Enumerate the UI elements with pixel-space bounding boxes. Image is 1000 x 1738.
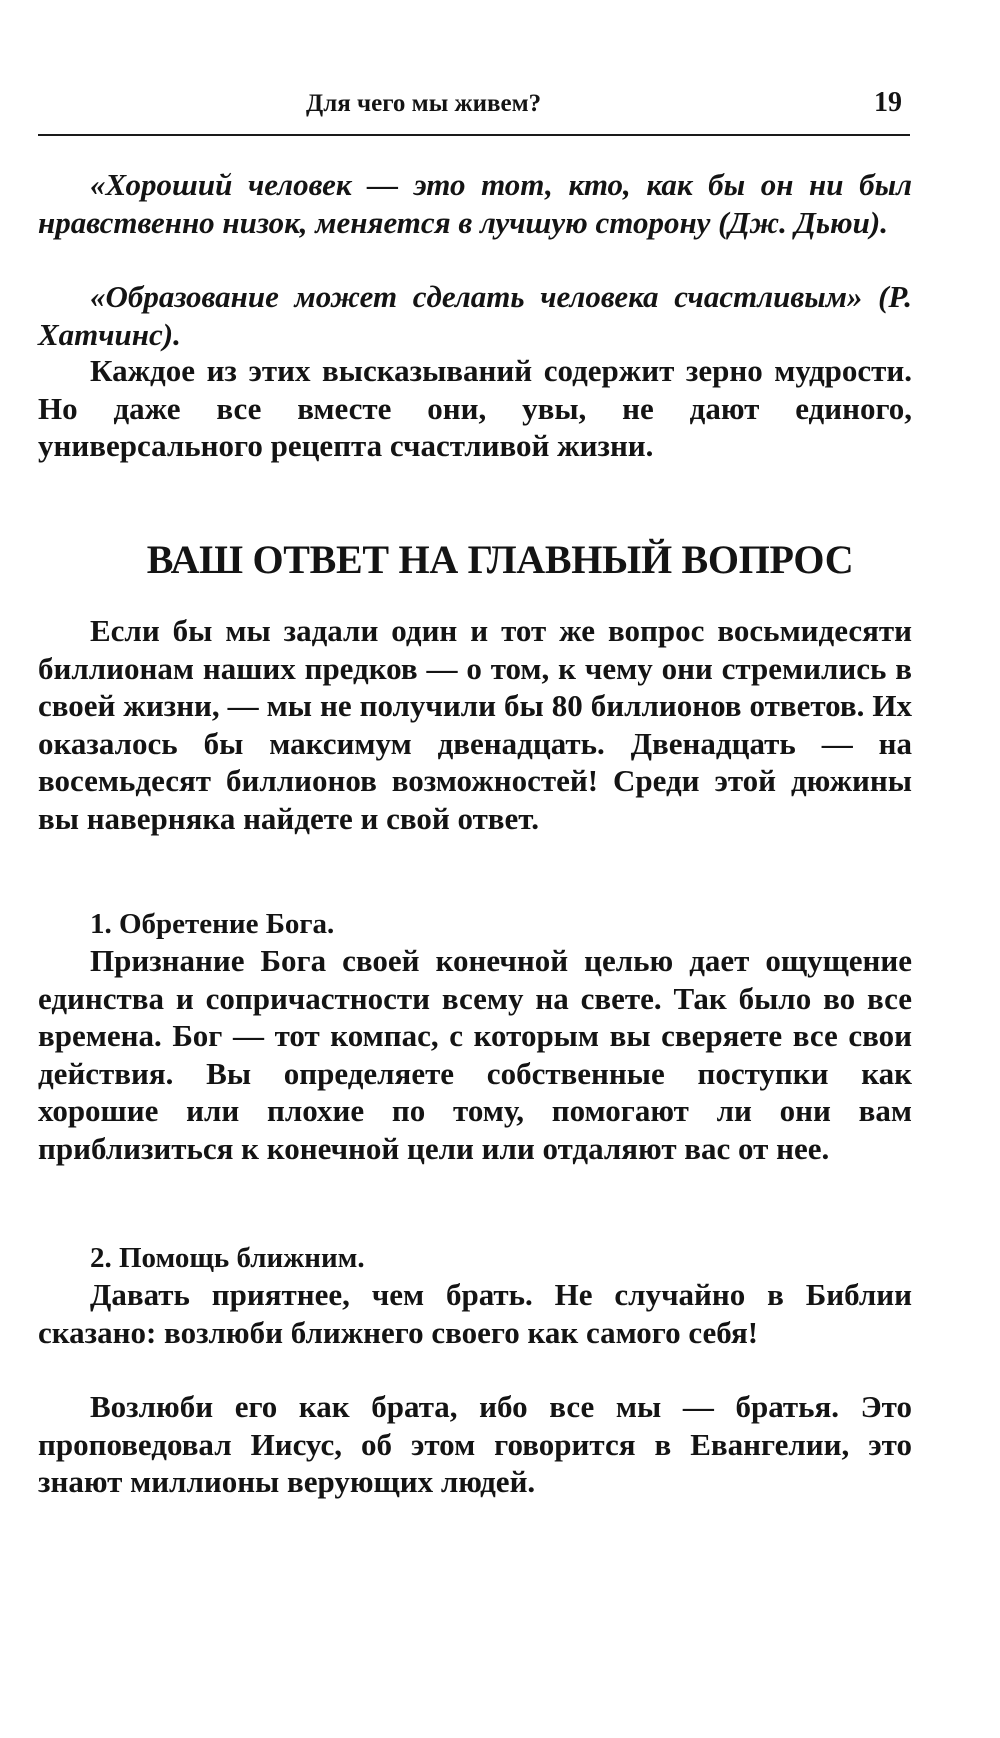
item-title-finding-god: 1. Обретение Бога. <box>90 908 335 940</box>
quote-dewey: «Хороший человек — это тот, кто, как бы он ни был нравственно низок, меняется в лучшую сторону (Дж. Дьюи). <box>38 167 912 240</box>
item-paragraph-finding-god: Признание Бога своей конечной целью дает ощущение единства и сопричастности всему на свете. Так было во все времена. Бог — тот компас, с которым вы сверяете все свои действия. Вы определяете собственные поступки как хорошие или плохие по тому, помогают ли они вам приблизиться к конечной цели или отдаляют вас от нее. <box>38 943 912 1166</box>
running-title: Для чего мы живем? <box>306 90 542 117</box>
section-heading: ВАШ ОТВЕТ НА ГЛАВНЫЙ ВОПРОС <box>146 537 854 582</box>
page-number: 19 <box>874 87 902 118</box>
paragraph-wisdom: Каждое из этих высказываний содержит зерно мудрости. Но даже все вместе они, увы, не дают единого, универсального рецепта счастливой жизни. <box>38 353 912 463</box>
running-head <box>38 88 912 120</box>
item-title-helping-others: 2. Помощь ближним. <box>90 1242 365 1274</box>
item-paragraph-brothers: Возлюби его как брата, ибо все мы — братья. Это проповедовал Иисус, об этом говорится в Евангелии, это знают миллионы верующих людей. <box>38 1389 912 1499</box>
header-rule <box>38 134 910 136</box>
paragraph-intro: Если бы мы задали один и тот же вопрос восьмидесяти биллионам наших предков — о том, к чему они стремились в своей жизни, — мы не получили бы 80 биллионов ответов. Их оказалось бы максимум двенадцать. Двенадцать — на восемьдесят биллионов возможностей! Среди этой дюжины вы наверняка найдете и свой ответ. <box>38 613 912 836</box>
item-paragraph-giving: Давать приятнее, чем брать. Не случайно в Библии сказано: возлюби ближнего своего как самого себя! <box>38 1277 912 1350</box>
quote-hutchins: «Образование может сделать человека счастливым» (Р. Хатчинс). <box>38 279 912 352</box>
